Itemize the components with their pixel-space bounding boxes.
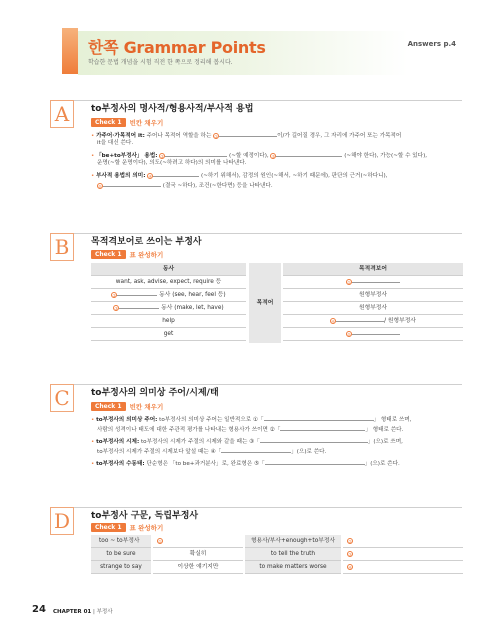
section-b-table [91,263,463,343]
blank-number: ② [160,153,165,159]
section-a-check [91,117,163,127]
answer-blank[interactable] [352,329,400,335]
section-d-letter: D [50,507,74,535]
section-a-line-3: • 「be+to부정사」 용법: ② (~할 예정이다), ③ (~해야 한다), 가능(~할 수 있다), [91,153,428,159]
table-row: get ⑤ [91,328,463,341]
blank-number: ④ [331,318,335,324]
check-pill: Check 1 [91,250,126,259]
section-a-letter: A [50,100,74,128]
answer-blank[interactable] [117,290,157,296]
page-number: 24 [32,604,46,615]
answer-blank[interactable] [219,131,277,137]
answer-blank[interactable] [119,303,159,309]
section-c-line-2: 사람의 성격이나 태도에 대한 주관적 평가를 나타내는 형용사가 쓰이면 ②「 」 형태로 쓴다. [97,427,404,433]
table-row: want, ask, advise, expect, require 등 ① [91,276,463,289]
section-d-check [91,522,163,532]
blank-number: ③ [348,551,352,557]
table-row: strange to say 이상한 얘기지만 to make matters worse ④ [91,561,463,574]
answer-blank[interactable] [336,316,384,322]
section-d-title: to부정사 구문, 독립부정사 [91,511,199,521]
header-cell-complement: 목적격보어 [283,263,463,276]
table-row: ③ 동사 (make, let, have) 원형부정사 [91,302,463,315]
section-c-line-1: • to부정사의 의미상 주어: to부정사의 의미상 주어는 일반적으로 ①「 」 형태로 쓰며, [91,417,412,423]
answer-blank[interactable] [280,425,365,431]
section-a-line-1: • 가주어·가목적어 it: 주어나 목적어 역할을 하는 ① 이/가 길어질 경우, 그 자리에 가주어 또는 가목적어 [91,133,402,139]
section-a-line-5: • 부사적 용법의 의미: ④ (~하기 위해서), 감정의 원인(~해서, ~하기 때문에), 판단의 근거(~하다니), [91,173,388,179]
answer-blank[interactable] [221,447,291,453]
table-row: to be sure 확실히 to tell the truth ③ [91,548,463,561]
check-task: 표 완성하기 [129,250,164,259]
check-pill: Check 1 [91,523,126,532]
header-tab-marker [62,28,78,74]
chapter-label: CHAPTER 01 | 부정사 [53,609,113,615]
section-c-check [91,401,163,411]
blank-number: ④ [148,173,153,179]
answer-blank[interactable] [276,151,342,157]
answer-blank[interactable] [352,277,400,283]
table-mid-object: 목적어 [249,263,281,343]
answer-blank[interactable] [103,181,161,187]
check-pill: Check 1 [91,118,126,127]
answer-blank[interactable] [153,171,199,177]
page-subtitle: 학습한 문법 개념을 시험 직전 한 쪽으로 정리해 봅시다. [88,59,233,66]
check-task: 빈칸 채우기 [129,118,164,127]
section-c-letter: C [50,384,74,412]
blank-number: ② [112,292,117,298]
section-c-line-4: to부정사의 시제가 주절의 시제보다 앞설 때는 ④「 」(으)로 쓴다. [97,449,327,455]
blank-number: ③ [271,153,276,159]
page-title: 한쪽 Grammar Points [88,38,266,57]
check-task: 빈칸 채우기 [129,402,164,411]
table-row: too ~ to부정사 ① 형용사/부사+enough+to부정사 ② [91,535,463,548]
check-pill: Check 1 [91,402,126,411]
section-c-title: to부정사의 의미상 주어/시제/태 [91,388,219,398]
section-a-line-6: ⑤ (결국 ~하다), 조건(~한다면) 등을 나타낸다. [98,183,273,189]
header-cell-verb: 동사 [91,263,246,276]
table-header-row [91,263,463,276]
answer-blank[interactable] [264,415,374,421]
blank-number: ⑤ [98,183,102,189]
answer-blank[interactable] [260,437,368,443]
section-a-line-4: 운명(~할 운명이다), 의도(~하려고 하다)의 의미를 나타낸다. [97,160,247,166]
blank-number: ① [158,538,162,544]
answers-reference: Answers p.4 [407,40,456,48]
section-a-line-2: it을 대신 쓴다. [97,140,134,146]
blank-number: ④ [348,564,352,570]
blank-number: ① [214,133,218,139]
answer-blank[interactable] [165,151,227,157]
table-row: ② 동사 (see, hear, feel 등) 원형부정사 [91,289,463,302]
blank-number: ① [347,279,351,285]
blank-number: ② [348,538,352,544]
section-b-title: 목적격보어로 쓰이는 부정사 [91,237,202,247]
section-a-title: to부정사의 명사적/형용사적/부사적 용법 [91,104,254,114]
section-b-check [91,249,163,259]
section-c-line-5: • to부정사의 수동태: 단순형은 「to be+과거분사」로, 완료형은 ⑤「 」(으)로 쓴다. [91,461,400,467]
table-row: help ④ / 원형부정사 [91,315,463,328]
section-c-line-3: • to부정사의 시제: to부정사의 시제가 주절의 시제와 같을 때는 ③「 」(으)로 쓰며, [91,439,403,445]
blank-number: ⑤ [347,331,351,337]
check-task: 표 완성하기 [129,523,164,532]
answer-blank[interactable] [265,459,365,465]
blank-number: ③ [114,305,119,311]
section-b-letter: B [50,233,74,261]
